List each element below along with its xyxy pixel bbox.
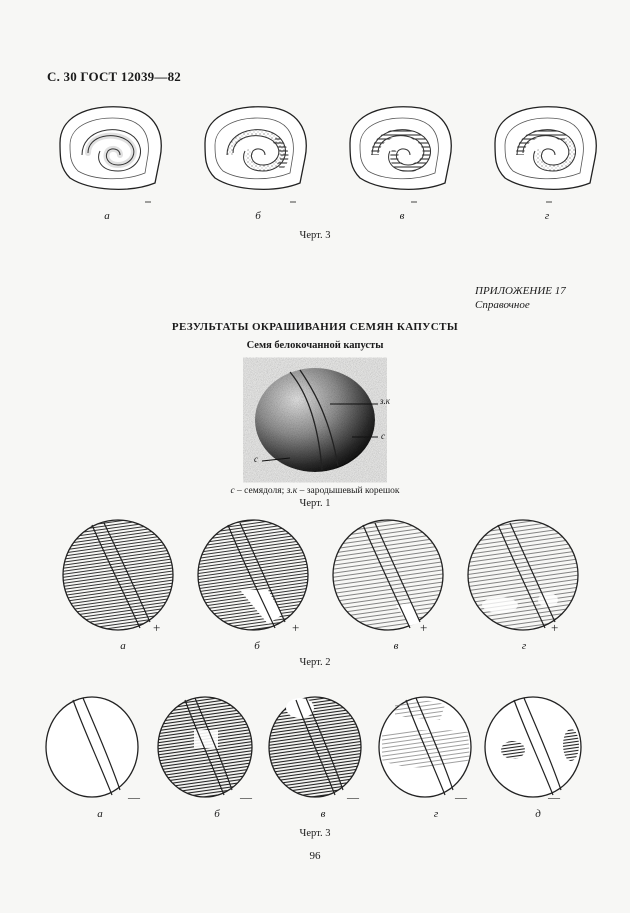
fig3-seed-a bbox=[46, 697, 138, 797]
legend-zk: з.к bbox=[286, 486, 298, 496]
fig3-caption: Черт. 3 bbox=[299, 828, 331, 839]
section-title: РЕЗУЛЬТАТЫ ОКРАШИВАНИЯ СЕМЯН КАПУСТЫ bbox=[171, 321, 459, 333]
callout-cotyledon-left: с bbox=[254, 454, 258, 464]
fig3-seed-d bbox=[485, 697, 581, 797]
fig2-label-v: в bbox=[393, 640, 399, 652]
top-label-v: в bbox=[399, 210, 405, 222]
fig2-label-a: а bbox=[120, 640, 126, 652]
fig2-caption: Черт. 2 bbox=[299, 657, 331, 668]
callout-cotyledon-right: с bbox=[381, 431, 385, 441]
fig3-seed-g bbox=[379, 697, 471, 797]
fig3-label-g: г bbox=[433, 808, 439, 820]
top-label-g: г bbox=[544, 210, 550, 222]
callout-root: з.к bbox=[380, 396, 390, 406]
fig2-label-b: б bbox=[254, 640, 260, 652]
fig3-sign-v: — bbox=[347, 790, 359, 804]
fig3-seed-v bbox=[269, 697, 361, 797]
seed-figure-caption: Черт. 1 bbox=[299, 498, 331, 509]
top-label-b: б bbox=[255, 210, 261, 222]
fig2-sign-g: + bbox=[551, 620, 559, 635]
top-label-a: а bbox=[104, 210, 110, 222]
appendix-title: ПРИЛОЖЕНИЕ 17 bbox=[475, 285, 566, 297]
fig3-label-b: б bbox=[214, 808, 220, 820]
section-subtitle: Семя белокочанной капусты bbox=[246, 340, 384, 351]
fig3-label-d: д bbox=[535, 808, 541, 820]
legend-c-text: – семядоля; bbox=[234, 486, 287, 496]
fig3-sign-d: — bbox=[548, 790, 560, 804]
fig3-seed-b bbox=[158, 697, 252, 797]
legend-zk-text: – зародышевый корешок bbox=[297, 486, 400, 496]
top-figure-caption: Черт. 3 bbox=[299, 230, 331, 241]
legend-c: с bbox=[230, 486, 235, 496]
fig3-sign-a: — bbox=[128, 790, 140, 804]
fig3-label-v: в bbox=[320, 808, 326, 820]
fig3-sign-b: — bbox=[240, 790, 252, 804]
fig2-sign-b: + bbox=[292, 620, 300, 635]
page-header: С. 30 ГОСТ 12039—82 bbox=[47, 69, 181, 84]
fig3-sign-g: — bbox=[455, 790, 467, 804]
fig2-sign-a: + bbox=[153, 620, 161, 635]
page-number: 96 bbox=[309, 850, 321, 862]
appendix-subtitle: Справочное bbox=[475, 299, 530, 311]
fig3-label-a: а bbox=[97, 808, 103, 820]
fig2-label-g: г bbox=[521, 640, 527, 652]
fig2-sign-v: + bbox=[420, 620, 428, 635]
